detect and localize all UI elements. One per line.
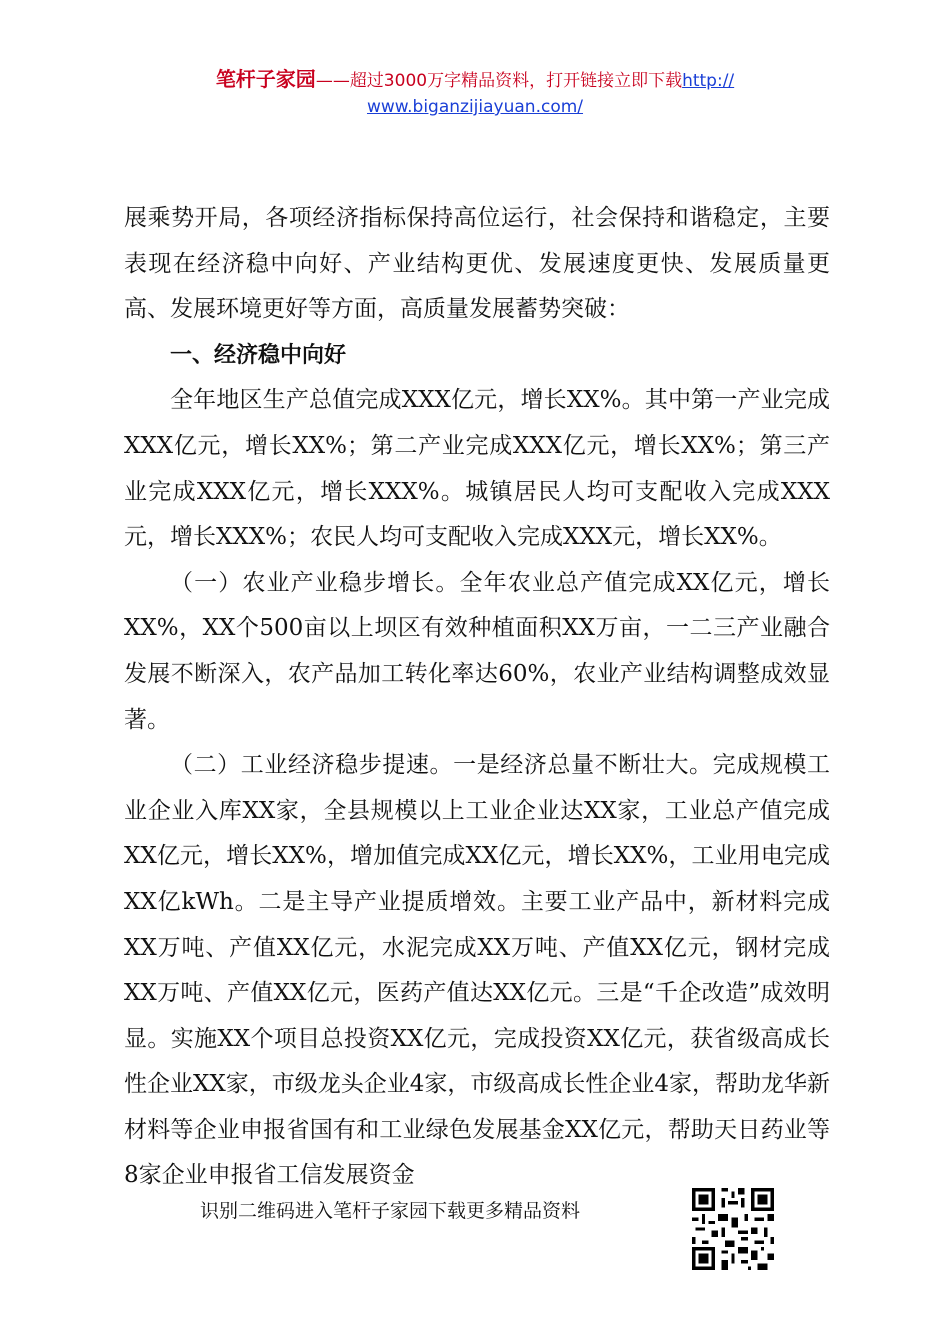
page-header: [0, 66, 950, 120]
paragraph-agriculture: （一）农业产业稳步增长。全年农业总产值完成XX亿元，增长XX%，XX个500亩以上坝区有效种植面积XX万亩，一二三产业融合发展不断深入，农产品加工转化率达60%，农业产业结构调整成效显著。: [124, 569, 830, 733]
intro-paragraph: 展乘势开局，各项经济指标保持高位运行，社会保持和谐稳定，主要表现在经济稳中向好、产业结构更优、发展速度更快、发展质量更高、发展环境更好等方面，高质量发展蓄势突破：: [124, 205, 830, 323]
paragraph-industry: （二）工业经济稳步提速。一是经济总量不断壮大。完成规模工业企业入库XX家，全县规模以上工业企业达XX家，工业总产值完成XX亿元，增长XX%，增加值完成XX亿元，增长XX%，工业用电完成XX亿kWh。二是主导产业提质增效。主要工业产品中，新材料完成XX万吨、产值XX亿元，水泥完成XX万吨、产值XX亿元，钢材完成XX万吨、产值XX亿元，医药产值达XX亿元。三是“千企改造”成效明显。实施XX个项目总投资XX亿元，完成投资XX亿元，获省级高成长性企业XX家，市级龙头企业4家，市级高成长性企业4家，帮助龙华新材料等企业申报省国有和工业绿色发展基金XX亿元，帮助天日药业等8家企业申报省工信发展资金: [124, 752, 831, 1189]
brand-name: 笔杆子家园: [215, 67, 316, 91]
header-line-2: [0, 94, 950, 120]
qr-code-icon[interactable]: [692, 1188, 774, 1270]
section-heading: 一、经济稳中向好: [170, 342, 347, 368]
document-body: [124, 196, 830, 1199]
header-link-url[interactable]: www.biganzijiayuan.com/: [366, 97, 584, 117]
header-link-prefix[interactable]: http://: [682, 71, 735, 91]
header-line-1: [0, 66, 950, 94]
footer-caption: 识别二维码进入笔杆子家园下载更多精品资料: [200, 1200, 581, 1222]
header-tagline: ——超过3000万字精品资料，打开链接立即下载: [315, 71, 683, 91]
paragraph-economy: 全年地区生产总值完成XXX亿元，增长XX%。其中第一产业完成XXX亿元，增长XX%；第二产业完成XXX亿元，增长XX%；第三产业完成XXX亿元，增长XXX%。城镇居民人均可支配收入完成XXX元，增长XXX%；农民人均可支配收入完成XXX元，增长XX%。: [124, 387, 830, 551]
